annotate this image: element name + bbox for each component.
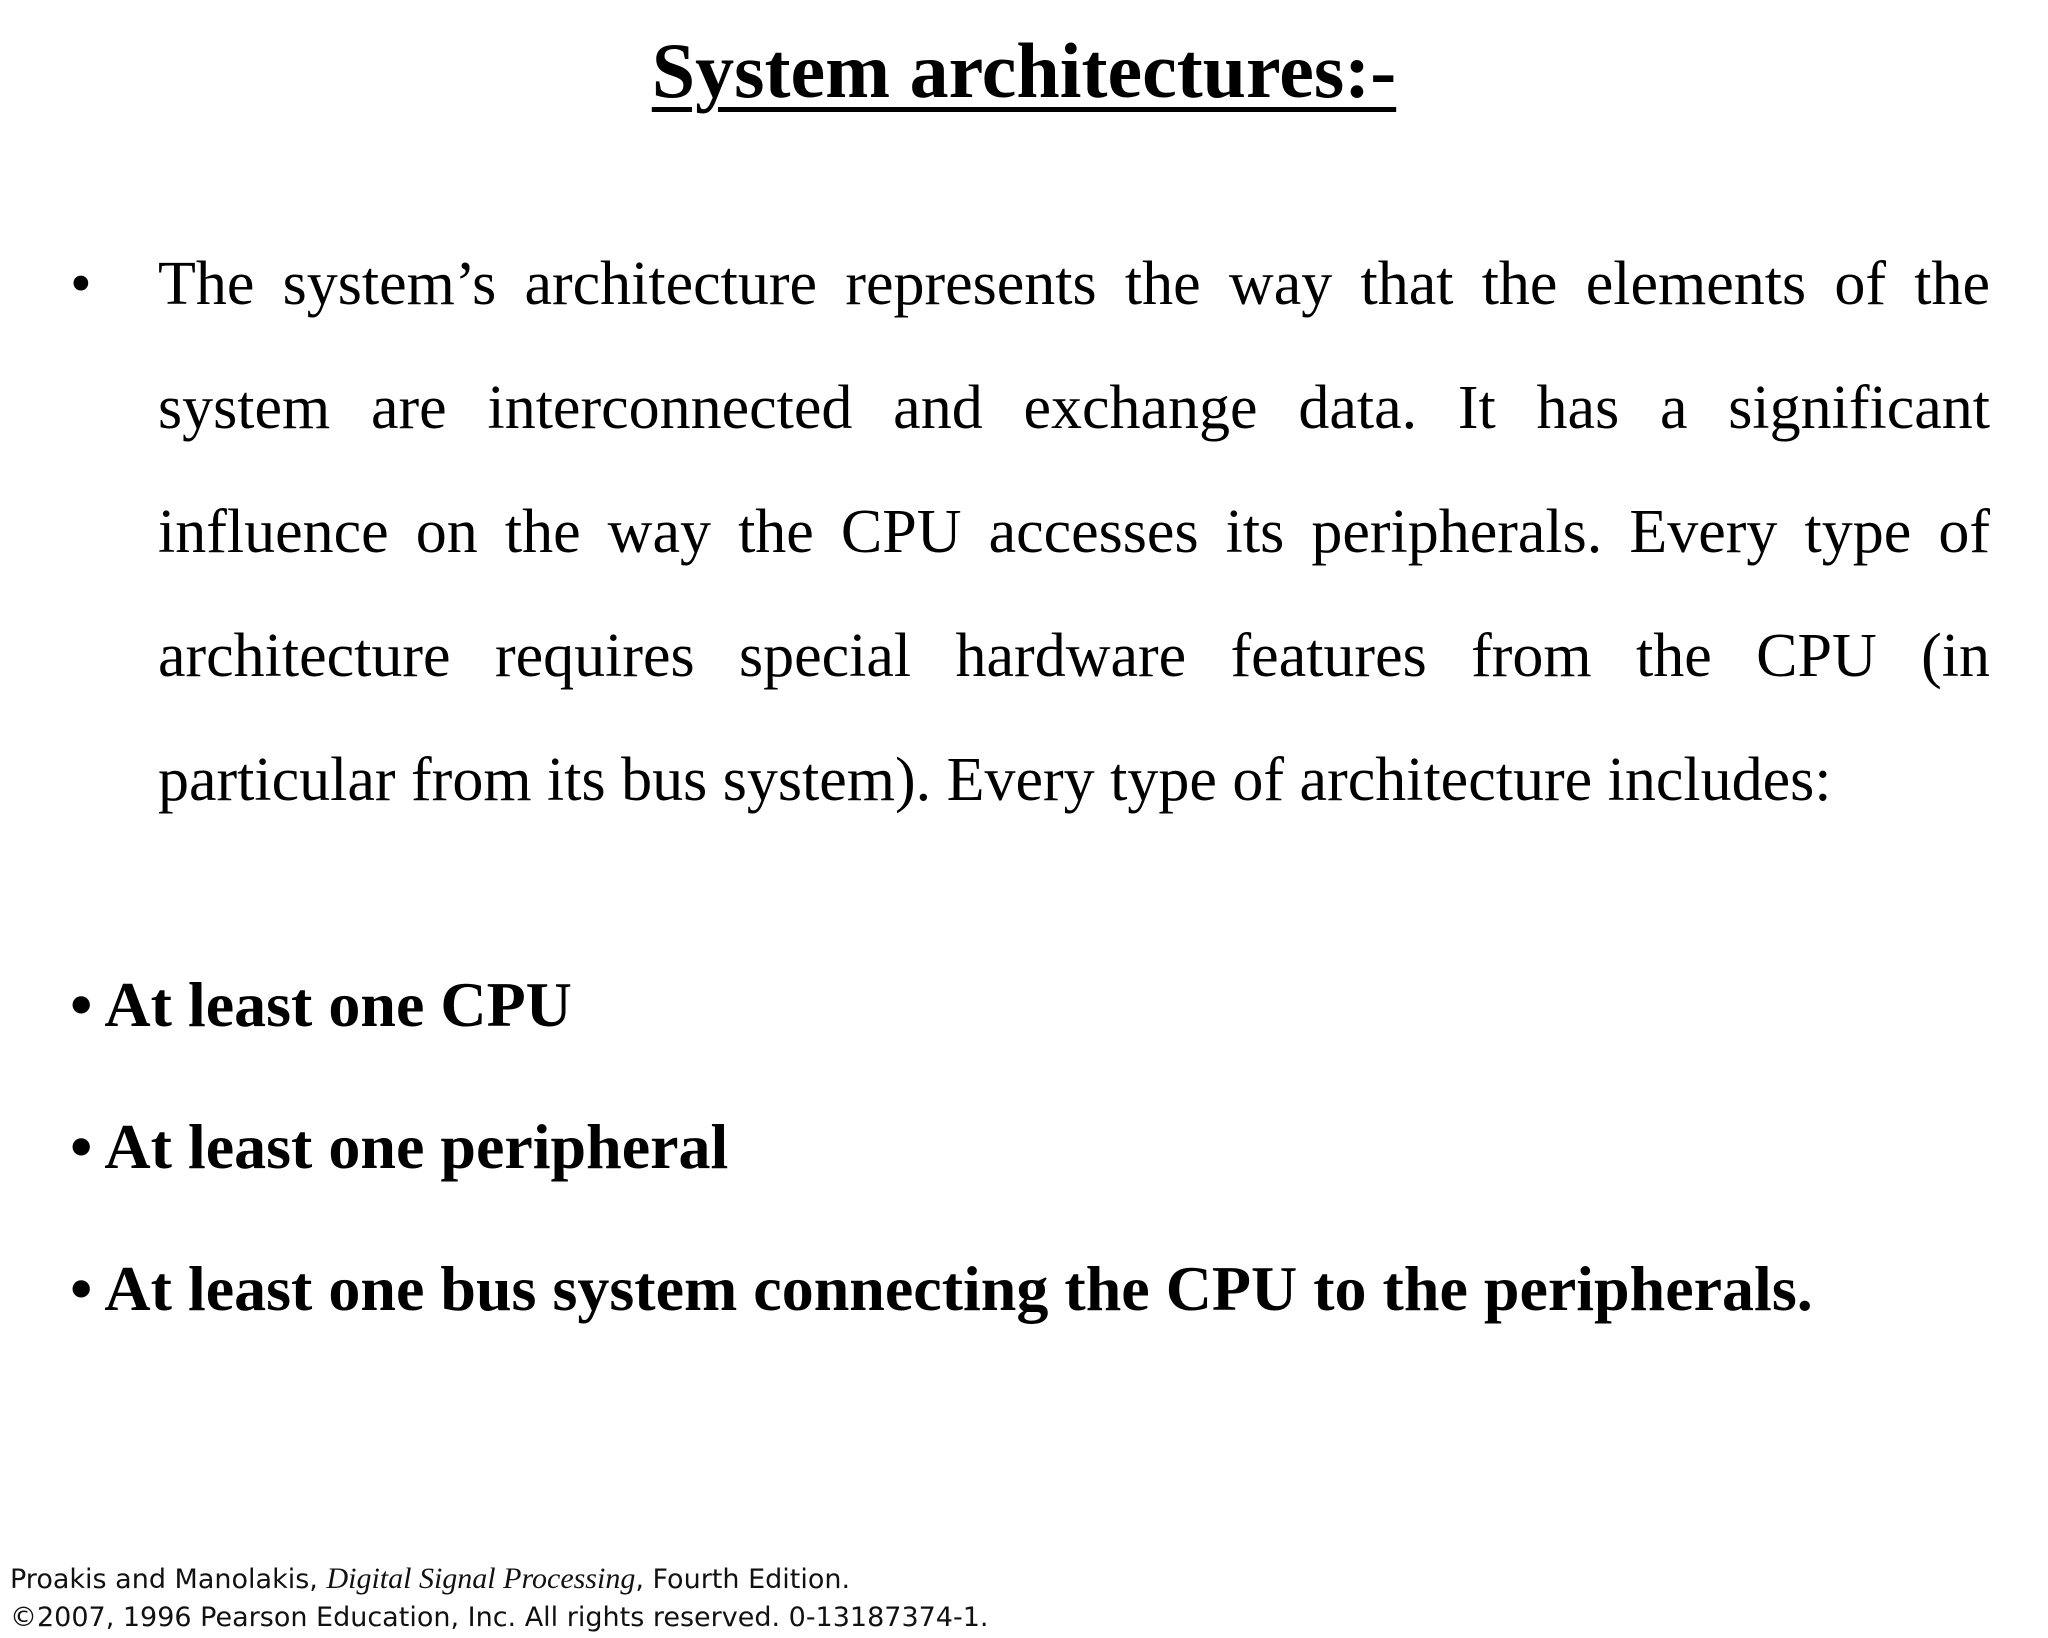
list-item <box>70 1254 1990 1324</box>
bullet-icon: • <box>70 1253 93 1324</box>
list-item-text: At least one peripheral <box>104 1111 729 1182</box>
footer-edition: , Fourth Edition. <box>635 1564 851 1595</box>
list-item <box>70 1112 1990 1182</box>
copyright-footer <box>10 1560 989 1637</box>
requirements-list <box>70 970 1990 1396</box>
intro-paragraph <box>70 222 1990 842</box>
list-item-text: At least one CPU <box>104 969 572 1040</box>
bullet-icon: • <box>70 969 93 1040</box>
bullet-icon: • <box>70 1111 93 1182</box>
slide-title <box>0 28 2048 114</box>
bullet-icon: • <box>70 250 92 318</box>
footer-line-2: ©2007, 1996 Pearson Education, Inc. All rights reserved. 0-13187374-1. <box>10 1602 989 1633</box>
footer-line-1 <box>10 1560 989 1599</box>
intro-paragraph-text: The system’s architecture represents the way that the elements of the system are interconnected and exchange data. It has a significant influence on the way the CPU accesses its peripherals. Every type of architecture requires special hardware features from the CPU (in particular from its bus system). Every type of architecture includes: <box>158 250 1990 814</box>
footer-book-title: Digital Signal Processing <box>326 1562 636 1595</box>
footer-authors: Proakis and Manolakis, <box>10 1564 327 1595</box>
list-item <box>70 970 1990 1040</box>
list-item-text: At least one bus system connecting the CPU to the peripherals. <box>104 1253 1813 1324</box>
slide-title-text: System architectures:- <box>651 27 1397 114</box>
